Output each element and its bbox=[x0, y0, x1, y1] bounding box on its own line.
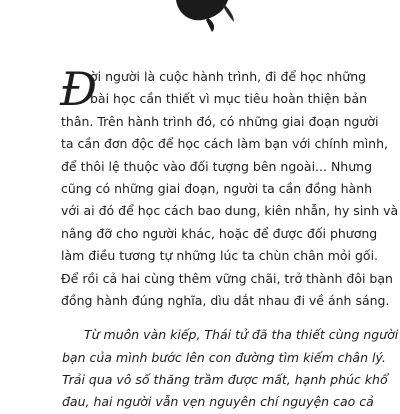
text-line: cũng có những giai đoạn, người ta cần đồng hành bbox=[61, 180, 373, 196]
text-line: đau, hai người vẫn vẹn nguyên chí nguyện cao cả bbox=[62, 394, 374, 410]
paragraph-1 bbox=[60, 62, 399, 312]
text-line: với ai đó để học cách bao dung, kiên nhẫn, hy sinh và bbox=[61, 203, 399, 219]
text-line: ta cần đơn độc để học cách làm bạn với chính mình, bbox=[61, 136, 389, 152]
body-text bbox=[60, 62, 399, 414]
text-line: bài học cần thiết vì mục tiêu hoàn thiện bản bbox=[90, 91, 368, 107]
text-line: Trải qua vô số thăng trầm được mất, hạnh phúc khổ bbox=[62, 372, 388, 388]
text-line: ời người là cuộc hành trình, đi để học những bbox=[90, 69, 367, 84]
text-line: bạn của mình bước lên con đường tìm kiếm chân lý. bbox=[62, 349, 386, 365]
text-line: Từ muôn vàn kiếp, Thái tử đã tha thiết cùng người bbox=[84, 327, 399, 343]
text-line: thân. Trên hành trình đó, có những giai đoạn người bbox=[61, 113, 379, 129]
text-line: đồng hành đúng nghĩa, dìu dắt nhau đi về ánh sáng. bbox=[61, 292, 390, 308]
text-line: Để rồi cả hai cùng thêm vững chãi, trở thành đôi bạn bbox=[61, 270, 393, 286]
leaf-ornament-icon bbox=[168, 0, 238, 40]
text-line: làm điều tương tự những lúc ta chùn chân mỏi gối. bbox=[61, 248, 379, 264]
paragraph-2 bbox=[62, 324, 399, 414]
text-line: nâng đỡ cho người khác, hoặc để được đối phương bbox=[61, 225, 378, 241]
text-line: để thôi lệ thuộc vào đối tượng bên ngoài... Nhưng bbox=[61, 158, 373, 174]
drop-cap: Đ bbox=[60, 62, 98, 116]
